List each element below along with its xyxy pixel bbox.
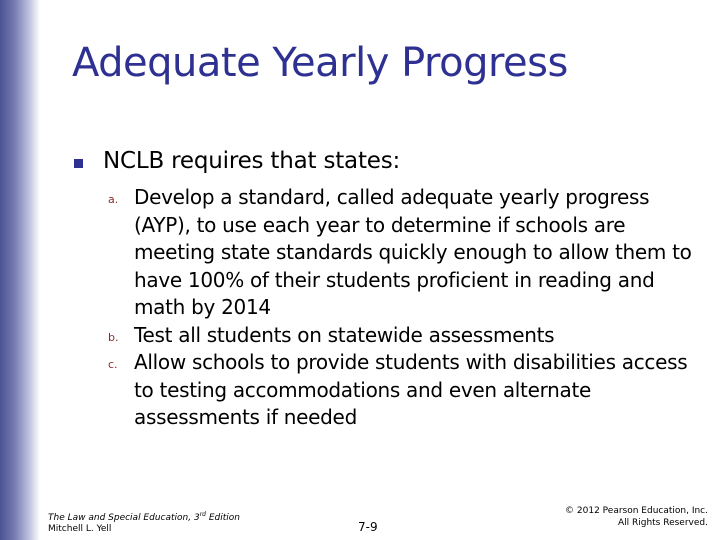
sub-item-marker: c. — [108, 358, 118, 371]
book-title-end: Edition — [205, 513, 240, 523]
sub-item-text: Allow schools to provide students with disabilities access to testing accommodations and even alternate assessments if needed — [134, 350, 688, 429]
sub-item-marker: a. — [108, 193, 119, 206]
book-title-main: The Law and Special Education, 3 — [48, 513, 200, 523]
sub-item-b — [108, 322, 708, 350]
copyright — [565, 505, 708, 529]
sub-item-c — [108, 349, 708, 432]
sub-item-a — [108, 184, 708, 322]
main-bullet-text: NCLB requires that states: — [103, 148, 401, 174]
book-title — [48, 509, 240, 524]
book-title-sup: rd — [199, 511, 206, 518]
copyright-line-1: © 2012 Pearson Education, Inc. — [565, 506, 708, 516]
main-bullet — [74, 148, 400, 174]
sub-list — [108, 184, 708, 432]
author: Mitchell L. Yell — [48, 524, 112, 534]
copyright-line-2: All Rights Reserved. — [617, 518, 708, 528]
sub-item-marker: b. — [108, 330, 119, 344]
slide-title: Adequate Yearly Progress — [72, 40, 568, 86]
footer-book-info — [48, 509, 240, 535]
sub-item-text: Test all students on statewide assessments — [134, 322, 555, 347]
square-bullet-icon — [74, 159, 83, 168]
side-gradient-bar — [0, 0, 40, 540]
page-number: 7-9 — [358, 520, 378, 534]
sub-item-text: Develop a standard, called adequate yearly progress (AYP), to use each year to determine if schools are meeting state standards quickly enough to allow them to have 100% of their students proficient in reading and math by 2014 — [134, 185, 692, 319]
